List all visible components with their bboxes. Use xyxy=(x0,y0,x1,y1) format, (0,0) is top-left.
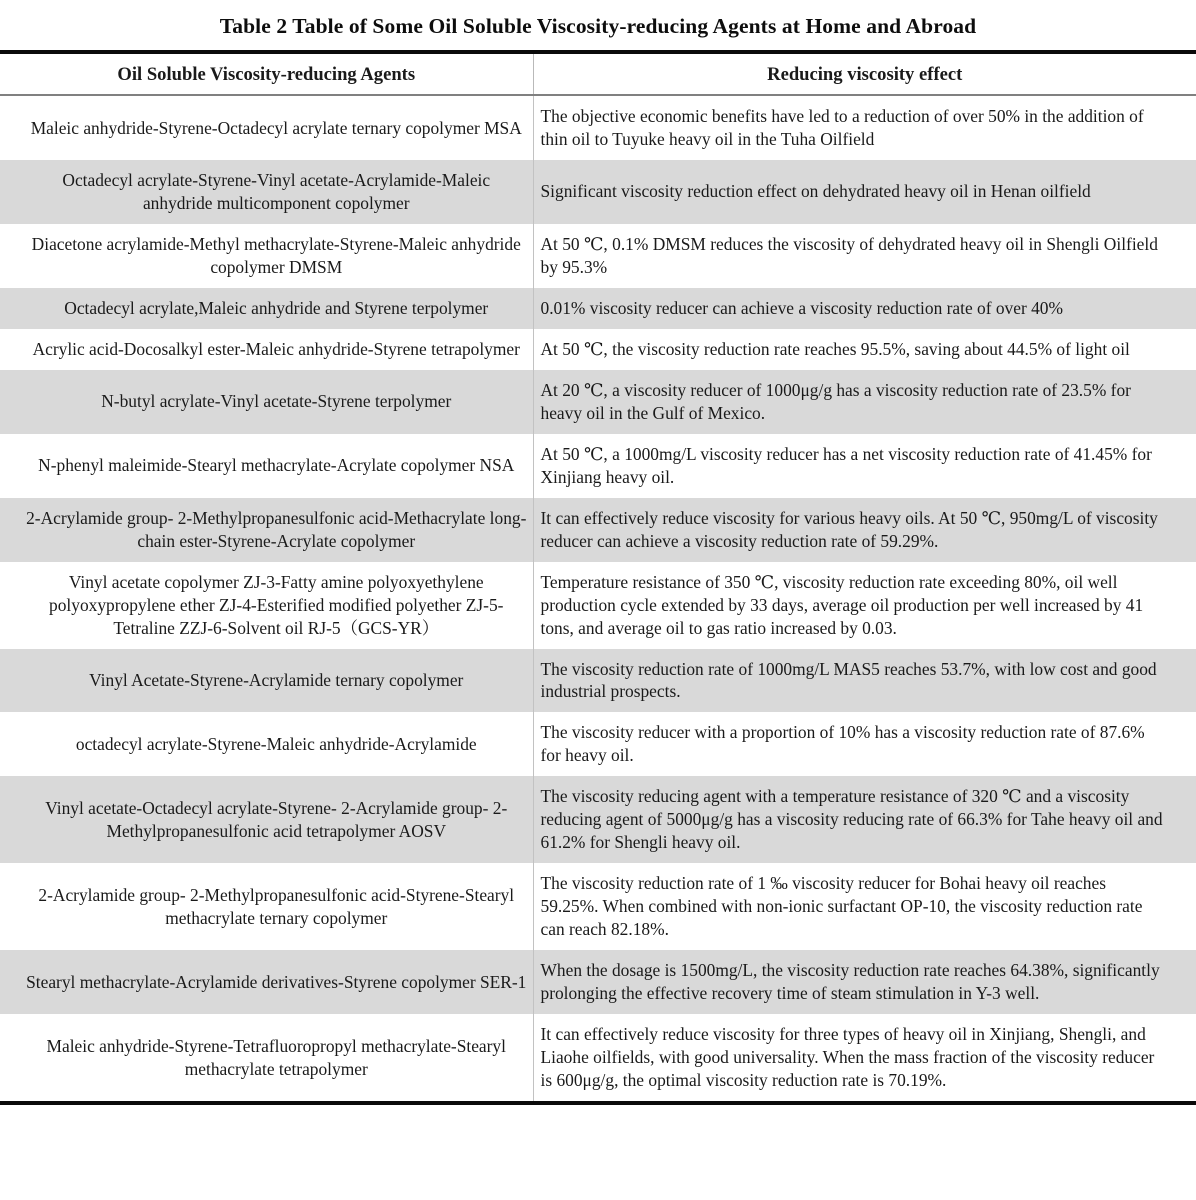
table-body xyxy=(0,95,1196,1103)
cell-effect: Significant viscosity reduction effect on dehydrated heavy oil in Henan oilfield xyxy=(533,160,1196,224)
cell-effect: At 50 ℃, a 1000mg/L viscosity reducer has a net viscosity reduction rate of 41.45% for Xinjiang heavy oil. xyxy=(533,434,1196,498)
cell-effect: It can effectively reduce viscosity for three types of heavy oil in Xinjiang, Shengli, and Liaohe oilfields, with good universality. When the mass fraction of the viscosity reducer is 600μg/g, the optimal viscosity reduction rate is 70.19%. xyxy=(533,1014,1196,1103)
cell-agent: Octadecyl acrylate,Maleic anhydride and Styrene terpolymer xyxy=(0,288,533,329)
table-row xyxy=(0,649,1196,713)
cell-effect: The viscosity reducer with a proportion of 10% has a viscosity reduction rate of 87.6% for heavy oil. xyxy=(533,712,1196,776)
cell-agent: Stearyl methacrylate-Acrylamide derivatives-Styrene copolymer SER-1 xyxy=(0,950,533,1014)
cell-agent: Acrylic acid-Docosalkyl ester-Maleic anhydride-Styrene tetrapolymer xyxy=(0,329,533,370)
cell-effect: When the dosage is 1500mg/L, the viscosity reduction rate reaches 64.38%, significantly prolonging the effective recovery time of steam stimulation in Y-3 well. xyxy=(533,950,1196,1014)
cell-agent: Vinyl Acetate-Styrene-Acrylamide ternary copolymer xyxy=(0,649,533,713)
cell-agent: N-phenyl maleimide-Stearyl methacrylate-Acrylate copolymer NSA xyxy=(0,434,533,498)
table-row xyxy=(0,712,1196,776)
cell-effect: The objective economic benefits have led to a reduction of over 50% in the addition of thin oil to Tuyuke heavy oil in the Tuha Oilfield xyxy=(533,95,1196,160)
table-row xyxy=(0,288,1196,329)
cell-effect: The viscosity reduction rate of 1 ‰ viscosity reducer for Bohai heavy oil reaches 59.25%. When combined with non-ionic surfactant OP-10, the viscosity reduction rate can reach 82.18%. xyxy=(533,863,1196,950)
cell-agent: N-butyl acrylate-Vinyl acetate-Styrene terpolymer xyxy=(0,370,533,434)
table-row xyxy=(0,562,1196,649)
cell-effect: The viscosity reducing agent with a temperature resistance of 320 ℃ and a viscosity reducing agent of 5000μg/g has a viscosity reducing rate of 66.3% for Tahe heavy oil and 61.2% for Shengli heavy oil. xyxy=(533,776,1196,863)
cell-agent: Octadecyl acrylate-Styrene-Vinyl acetate-Acrylamide-Maleic anhydride multicomponent copolymer xyxy=(0,160,533,224)
table-header xyxy=(0,52,1196,95)
table-row xyxy=(0,160,1196,224)
table-row xyxy=(0,1014,1196,1103)
table-row xyxy=(0,434,1196,498)
cell-effect: It can effectively reduce viscosity for various heavy oils. At 50 ℃, 950mg/L of viscosity reducer can achieve a viscosity reduction rate of 59.29%. xyxy=(533,498,1196,562)
table-row xyxy=(0,224,1196,288)
cell-agent: Diacetone acrylamide-Methyl methacrylate-Styrene-Maleic anhydride copolymer DMSM xyxy=(0,224,533,288)
cell-agent: Maleic anhydride-Styrene-Tetrafluoropropyl methacrylate-Stearyl methacrylate tetrapolymer xyxy=(0,1014,533,1103)
cell-agent: Maleic anhydride-Styrene-Octadecyl acrylate ternary copolymer MSA xyxy=(0,95,533,160)
table-row xyxy=(0,498,1196,562)
cell-agent: 2-Acrylamide group- 2-Methylpropanesulfonic acid-Styrene-Stearyl methacrylate ternary copolymer xyxy=(0,863,533,950)
column-header-effect: Reducing viscosity effect xyxy=(533,52,1196,95)
cell-agent: Vinyl acetate-Octadecyl acrylate-Styrene- 2-Acrylamide group- 2-Methylpropanesulfonic acid tetrapolymer AOSV xyxy=(0,776,533,863)
cell-agent: 2-Acrylamide group- 2-Methylpropanesulfonic acid-Methacrylate long-chain ester-Styrene-Acrylate copolymer xyxy=(0,498,533,562)
cell-effect: At 50 ℃, the viscosity reduction rate reaches 95.5%, saving about 44.5% of light oil xyxy=(533,329,1196,370)
cell-agent: Vinyl acetate copolymer ZJ-3-Fatty amine polyoxyethylene polyoxypropylene ether ZJ-4-Esterified modified polyether ZJ-5-Tetraline ZZJ-6-Solvent oil RJ-5（GCS-YR） xyxy=(0,562,533,649)
table-row xyxy=(0,863,1196,950)
viscosity-reducing-agents-table xyxy=(0,50,1196,1105)
cell-effect: 0.01% viscosity reducer can achieve a viscosity reduction rate of over 40% xyxy=(533,288,1196,329)
cell-effect: The viscosity reduction rate of 1000mg/L MAS5 reaches 53.7%, with low cost and good industrial prospects. xyxy=(533,649,1196,713)
table-row xyxy=(0,95,1196,160)
table-row xyxy=(0,370,1196,434)
table-row xyxy=(0,950,1196,1014)
cell-effect: At 20 ℃, a viscosity reducer of 1000μg/g has a viscosity reduction rate of 23.5% for heavy oil in the Gulf of Mexico. xyxy=(533,370,1196,434)
page-title: Table 2 Table of Some Oil Soluble Viscosity-reducing Agents at Home and Abroad xyxy=(219,14,977,38)
column-header-agent: Oil Soluble Viscosity-reducing Agents xyxy=(0,52,533,95)
table-header-row xyxy=(0,52,1196,95)
table-row xyxy=(0,329,1196,370)
cell-effect: Temperature resistance of 350 ℃, viscosity reduction rate exceeding 80%, oil well production cycle extended by 33 days, average oil production per well increased by 41 tons, and average oil to gas ratio increased by 0.03. xyxy=(533,562,1196,649)
cell-effect: At 50 ℃, 0.1% DMSM reduces the viscosity of dehydrated heavy oil in Shengli Oilfield by 95.3% xyxy=(533,224,1196,288)
table-row xyxy=(0,776,1196,863)
cell-agent: octadecyl acrylate-Styrene-Maleic anhydride-Acrylamide xyxy=(0,712,533,776)
